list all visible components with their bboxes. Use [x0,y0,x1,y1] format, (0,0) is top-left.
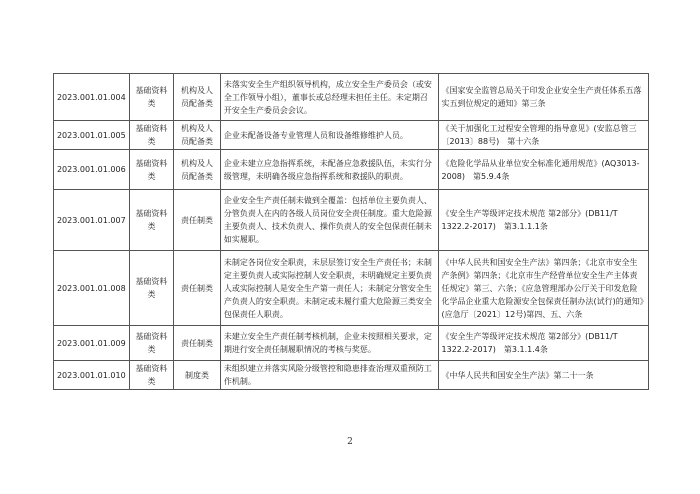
legal-basis-cell: 《安全生产等级评定技术规范 第2部分》(DB11/T 1322.2-2017) 第3.1.1.1条 [438,190,648,251]
category-cell: 基础资料类 [129,326,174,361]
regulation-table-container [53,73,649,390]
legal-basis-cell: 《中华人民共和国安全生产法》第四条；《北京市安全生产条例》第四条；《北京市生产经营单位安全生产主体责任规定》第三、六条；《应急管理部办公厅关于印发危险化学品企业重大危险源安全包保责任制办法(试行)的通知》(应急厅〔2021〕12号)第四、五、六条 [438,251,648,326]
item-code: 2023.001.01.008 [54,251,130,326]
description-cell: 企业安全生产责任制未做到全覆盖：包括单位主要负责人、分管负责人在内的各级人员岗位安全责任制度。重大危险源主要负责人、技术负责人、操作负责人的安全包保责任制未如实履职。 [220,190,438,251]
table-row [54,150,649,190]
legal-basis-cell: 《中华人民共和国安全生产法》第二十一条 [438,361,648,390]
category-cell: 基础资料类 [129,190,174,251]
subcategory-cell: 机构及人员配备类 [174,150,221,190]
category-cell: 基础资料类 [129,251,174,326]
item-code: 2023.001.01.004 [54,74,130,121]
subcategory-cell: 责任制类 [174,251,221,326]
table-row [54,190,649,251]
description-cell: 未组织建立并落实风险分级管控和隐患排查治理双重预防工作机制。 [220,361,438,390]
subcategory-cell: 责任制类 [174,326,221,361]
page-number: 2 [347,437,353,447]
item-code: 2023.001.01.007 [54,190,130,251]
subcategory-cell: 责任制类 [174,190,221,251]
description-cell: 企业未建立应急指挥系统，未配备应急救援队伍，未实行分级管理，未明确各级应急指挥系统和救援队的职责。 [220,150,438,190]
table-row [54,251,649,326]
item-code: 2023.001.01.009 [54,326,130,361]
legal-basis-cell: 《国家安全监管总局关于印发企业安全生产责任体系五落实五到位规定的通知》第三条 [438,74,648,121]
category-cell: 基础资料类 [129,361,174,390]
description-cell: 未制定各岗位安全职责，未层层签订安全生产责任书；未制定主要负责人或实际控制人安全职责，未明确规定主要负责人或实际控制人是安全生产第一责任人；未制定分管安全生产负责人的安全职责。未制定或未履行重大危险源三类安全包保责任人职责。 [220,251,438,326]
table-row [54,361,649,390]
legal-basis-cell: 《危险化学品从业单位安全标准化通用规范》(AQ3013-2008) 第5.9.4条 [438,150,648,190]
item-code: 2023.001.01.006 [54,150,130,190]
item-code: 2023.001.01.005 [54,121,130,150]
table-row [54,121,649,150]
legal-basis-cell: 《安全生产等级评定技术规范 第2部分》(DB11/T 1322.2-2017) 第3.1.1.4条 [438,326,648,361]
subcategory-cell: 机构及人员配备类 [174,74,221,121]
regulation-table [53,73,649,390]
description-cell: 企业未配备设备专业管理人员和设备维修维护人员。 [220,121,438,150]
description-cell: 未建立安全生产责任制考核机制，企业未按照相关要求，定期进行安全责任制履职情况的考核与奖惩。 [220,326,438,361]
category-cell: 基础资料类 [129,121,174,150]
item-code: 2023.001.01.010 [54,361,130,390]
subcategory-cell: 机构及人员配备类 [174,121,221,150]
table-row [54,326,649,361]
legal-basis-cell: 《关于加强化工过程安全管理的指导意见》(安监总管三〔2013〕88号) 第十六条 [438,121,648,150]
category-cell: 基础资料类 [129,150,174,190]
table-row [54,74,649,121]
description-cell: 未落实安全生产组织领导机构，成立安全生产委员会（或安全工作领导小组），董事长或总经理未担任主任。未定期召开安全生产委员会会议。 [220,74,438,121]
category-cell: 基础资料类 [129,74,174,121]
subcategory-cell: 制度类 [174,361,221,390]
